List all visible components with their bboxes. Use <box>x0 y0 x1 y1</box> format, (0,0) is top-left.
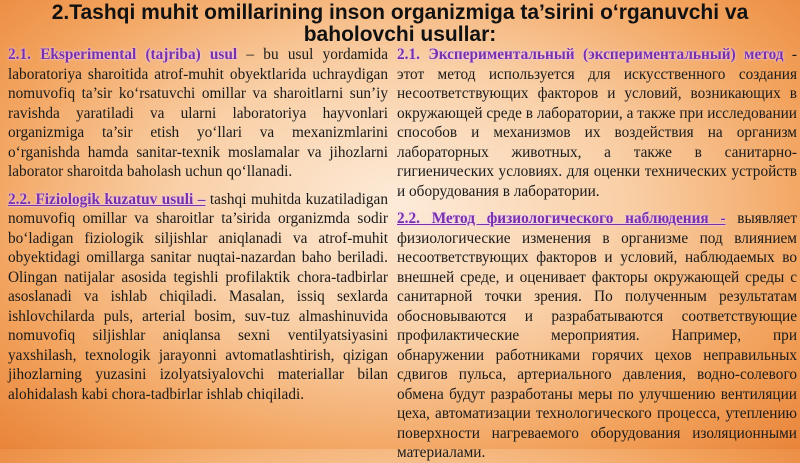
left-column <box>8 45 388 404</box>
slide-title: 2.Tashqi muhit omillarining inson organizmiga ta’sirini o‘rganuvchi va baholovchi usullar: <box>51 1 749 46</box>
separator: – <box>237 46 264 63</box>
separator <box>726 210 738 227</box>
body-physiological-ru: выявляет физиологические изменения в организме под влиянием несоответствующих факторов и условий, наблюдаемых во внешней среде, и оценивает факторы окружающей среды с санитарной точки зрения. По полученным результатам обосновываются и разрабатываются соответствующие профилактические мероприятия. Например, при обнаружении работниками горячих цехов неправильных сдвигов пульса, артериального давления, водно-солевого обмена будут разработаны меры по улучшению вентиляции цеха, автоматизации технологического процесса, утеплению поверхности нагреваемого оборудования изоляционными материалами. <box>397 210 797 461</box>
body-experimental-uz: bu usul yordamida laboratoriya sharoitida atrof-muhit obyektlarida uchraydigan nomuvofiq ta’sir ko‘rsatuvchi omillar va sharoitlarni sun’iy ravishda yaratiladi va ularni laboratoriya hayvonlari organizmiga ta’sir etish yo‘llari va mexanizmlarini o‘rganishda hamda sanitar-texnik moslamalar va jihozlarni laborator sharoitda baholash uchun qo‘llanadi. <box>8 46 388 180</box>
body-experimental-ru: этот метод используется для искусственного создания несоответствующих факторов и условий, возникающих в окружающей среде в лаборатории, а также при исследовании способов и механизмов их воздействия на организм лабораторных животных, а также в санитарно-гигиенических условиях. для оценки технических устройств и оборудования в лаборатории. <box>397 65 797 200</box>
paragraph-experimental-ru <box>397 45 797 201</box>
heading-experimental-ru: 2.1. Экспериментальный (экспериментальный) метод <box>397 46 784 63</box>
body-physiological-uz: tashqi muhitda kuzatiladigan nomuvofiq omillar va sharoitlar ta’sirida organizmda sodir bo‘ladigan fiziologik siljishlar aniqlanadi va atrof-muhit obyektidagi omillarga sanitar nuqtai-nazardan baho beriladi. Olingan natijalar asosida tegishli profilaktik chora-tadbirlar asoslanadi va ishlab chiqiladi. Masalan, issiq sexlarda ishlovchilarda puls, arterial bosim, suv-tuz almashinuvida nomuvofiq siljishlar aniqlansa sexni ventilyatsiyasini yaxshilash, texnologik jarayonni avtomatlashtirish, qizigan jihozlarning yuzasini izolyatsiyalovchi materiallar bilan alohidalash kabi chora-tadbirlar ishlab chiqiladi. <box>8 190 388 403</box>
heading-physiological-ru: 2.2. Метод физиологического наблюдения - <box>397 210 726 227</box>
paragraph-physiological-ru <box>397 209 797 463</box>
paragraph-experimental-uz <box>8 45 388 182</box>
right-column <box>397 45 797 463</box>
heading-experimental-uz: 2.1. Eksperimental (tajriba) usul <box>8 46 238 63</box>
separator: - <box>783 46 797 63</box>
paragraph-physiological-uz <box>8 190 388 405</box>
heading-physiological-uz: 2.2. Fiziologik kuzatuv usuli – <box>8 190 206 208</box>
